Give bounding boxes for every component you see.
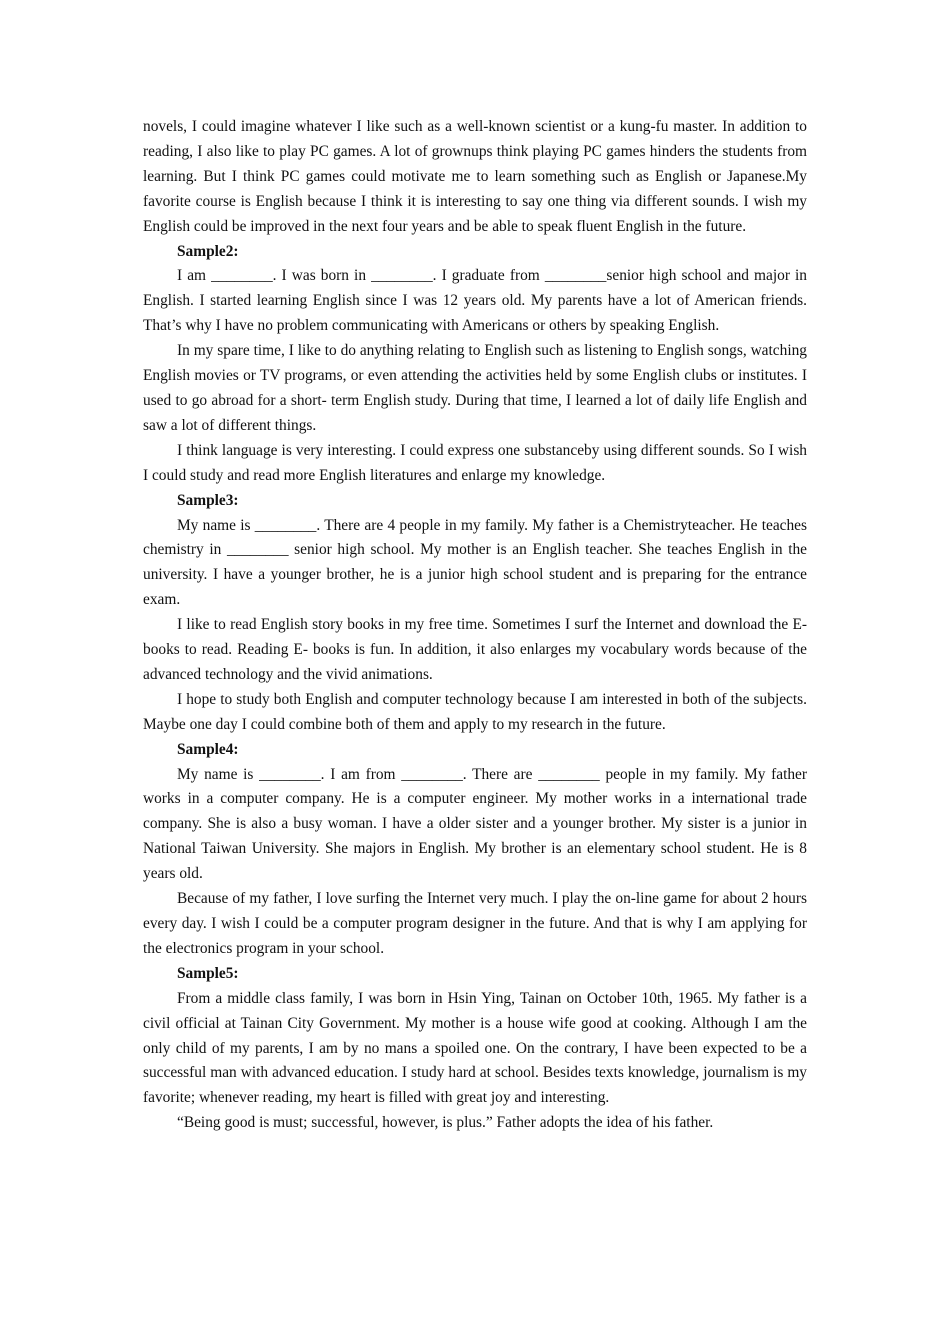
paragraph: I like to read English story books in my free time. Sometimes I surf the Internet and download the E- books to read. Reading E- books is fun. In addition, it also enlarges my vocabulary words because of the advanced technology and the vivid animations. <box>143 616 807 683</box>
paragraph: My name is ________. There are 4 people in my family. My father is a Chemistryteacher. He teaches chemistry in ________ senior high school. My mother is an English teacher. She teaches English in the university. I have a younger brother, he is a junior high school student and is preparing for the entrance exam. <box>143 516 807 609</box>
section-heading: Sample5: <box>177 964 239 982</box>
section-heading: Sample3: <box>177 491 239 509</box>
paragraph: novels, I could imagine whatever I like such as a well-known scientist or a kung-fu master. In addition to reading, I also like to play PC games. A lot of grownups think playing PC games hinders the students from learning. But I think PC games could motivate me to learn something such as English or Japanese.My favorite course is English because I think it is interesting to say one thing via different sounds. I wish my English could be improved in the next four years and be able to speak fluent English in the future. <box>143 118 807 235</box>
section-heading: Sample2: <box>177 242 239 260</box>
paragraph: I hope to study both English and computer technology because I am interested in both of the subjects. Maybe one day I could combine both of them and apply to my research in the future. <box>143 690 807 733</box>
paragraph: I think language is very interesting. I could express one substanceby using different sounds. So I wish I could study and read more English literatures and enlarge my knowledge. <box>143 441 807 484</box>
section-heading: Sample4: <box>177 740 239 758</box>
paragraph: From a middle class family, I was born in Hsin Ying, Tainan on October 10th, 1965. My father is a civil official at Tainan City Government. My mother is a house wife good at cooking. Although I am the only child of my parents, I am by no mans a spoiled one. On the contrary, I have been expected to be a successful man with advanced education. I study hard at school. Besides texts knowledge, journalism is my favorite; whenever reading, my heart is filled with great joy and interesting. <box>143 989 807 1107</box>
paragraph: My name is ________. I am from ________. There are ________ people in my family. My father works in a computer company. He is a computer engineer. My mother works in a international trade company. She is also a busy woman. I have a older sister and a younger brother. My sister is a junior in National Taiwan University. She majors in English. My brother is an elementary school student. He is 8 years old. <box>143 765 807 883</box>
paragraph: In my spare time, I like to do anything relating to English such as listening to English songs, watching English movies or TV programs, or even attending the activities held by some English clubs or institutes. I used to go abroad for a short- term English study. During that time, I learned a lot of daily life English and saw a lot of different things. <box>143 342 807 434</box>
paragraph: “Being good is must; successful, however, is plus.” Father adopts the idea of his father. <box>177 1114 714 1132</box>
paragraph: I am ________. I was born in ________. I graduate from ________senior high school and major in English. I started learning English since I was 12 years old. My parents have a lot of American friends. That’s why I have no problem communicating with Americans or others by speaking English. <box>143 267 807 335</box>
document-body <box>143 115 807 1136</box>
paragraph: Because of my father, I love surfing the Internet very much. I play the on-line game for about 2 hours every day. I wish I could be a computer program designer in the future. And that is why I am applying for the electronics program in your school. <box>143 890 807 957</box>
